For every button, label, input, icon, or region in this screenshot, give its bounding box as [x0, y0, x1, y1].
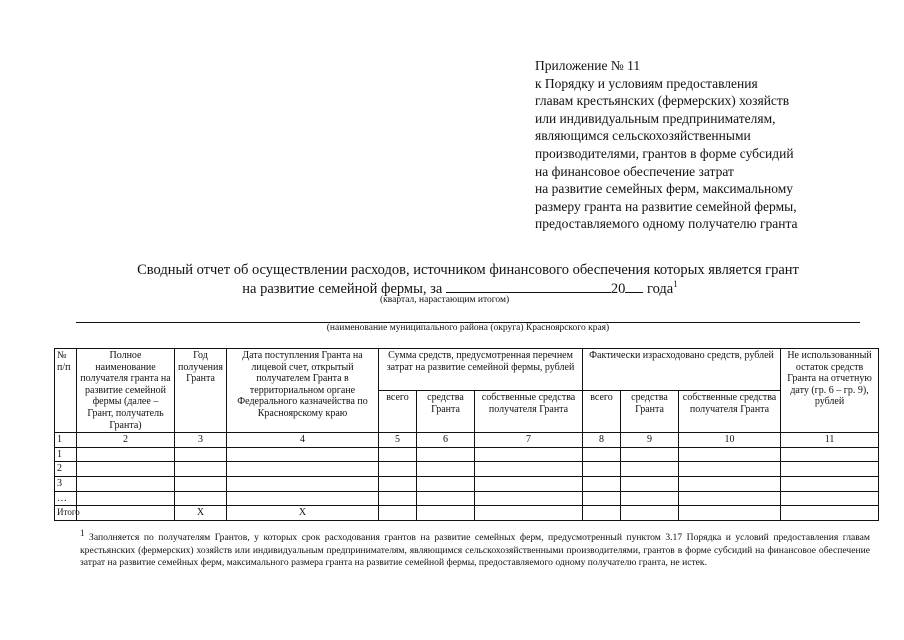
col-number: 9 — [621, 433, 679, 448]
table-cell[interactable] — [781, 447, 879, 462]
subheader-total: всего — [379, 391, 417, 433]
footnote-mark: 1 — [673, 279, 678, 290]
table-cell[interactable] — [379, 506, 417, 521]
period-hint: (квартал, нарастающим итогом) — [380, 295, 510, 305]
appendix-line: производителями, грантов в форме субсидий — [535, 145, 794, 161]
table-cell[interactable] — [679, 506, 781, 521]
header-actual: Фактически израсходовано средств, рублей — [583, 349, 781, 391]
table-cell[interactable] — [621, 447, 679, 462]
appendix-line: главам крестьянских (фермерских) хозяйств — [535, 93, 790, 109]
table-cell[interactable] — [77, 447, 175, 462]
appendix-line: являющимся сельскохозяйственными — [535, 128, 751, 144]
table-cell[interactable] — [417, 462, 475, 477]
col-number: 3 — [175, 433, 227, 448]
subheader-total: всего — [583, 391, 621, 433]
table-cell[interactable] — [77, 462, 175, 477]
table-cell[interactable] — [679, 476, 781, 491]
x-mark: X — [175, 506, 227, 521]
table-cell[interactable] — [679, 462, 781, 477]
table-cell[interactable] — [77, 506, 175, 521]
table-cell[interactable] — [175, 476, 227, 491]
table-cell[interactable] — [475, 462, 583, 477]
table-cell[interactable] — [77, 491, 175, 506]
district-hint: (наименование муниципального района (округа) Красноярского края) — [326, 323, 610, 333]
x-mark: X — [227, 506, 379, 521]
period-blank[interactable] — [446, 279, 611, 293]
total-row — [55, 506, 879, 521]
col-number: 11 — [781, 433, 879, 448]
year-blank[interactable] — [625, 279, 643, 293]
title-prefix: на развитие семейной фермы, за — [242, 281, 443, 297]
header-year: Год получения Гранта — [175, 349, 227, 433]
table-cell[interactable] — [621, 476, 679, 491]
table-row — [55, 476, 879, 491]
column-number-row — [55, 433, 879, 448]
header-row — [55, 349, 879, 391]
table-cell[interactable] — [77, 476, 175, 491]
row-label: … — [55, 491, 77, 506]
title-year: 20 — [610, 281, 626, 297]
col-number: 7 — [475, 433, 583, 448]
total-label: Итого — [55, 506, 77, 521]
table-cell[interactable] — [583, 506, 621, 521]
table-cell[interactable] — [175, 462, 227, 477]
report-table — [54, 348, 879, 521]
footnote-text: Заполняется по получателям Грантов, у которых срок расходования грантов на развитие семейных ферм, предусмотренный пунктом 3.17 Порядка и условий предоставления главам крестьянских (фермерских) хозяйств или индивидуальным предпринимателям, являющимся сельскохозяйственными производителями, грантов в форме субсидий на финансовое обеспечение затрат на развитие семейных ферм, максимального размера гранта на развитие семейной фермы, предоставляемого одному получателю гранта, не истек. — [80, 532, 870, 568]
table-cell[interactable] — [379, 491, 417, 506]
footnote — [80, 527, 870, 569]
appendix-line: к Порядку и условиям предоставления — [535, 75, 758, 91]
subheader-grant: средства Гранта — [417, 391, 475, 433]
appendix-line: на развитие семейных ферм, максимальному — [535, 181, 794, 197]
table-cell[interactable] — [583, 447, 621, 462]
table-cell[interactable] — [175, 491, 227, 506]
appendix-line: на финансовое обеспечение затрат — [535, 163, 734, 179]
col-number: 2 — [77, 433, 175, 448]
footnote-mark: 1 — [80, 528, 85, 538]
report-title-line1: Сводный отчет об осуществлении расходов, источником финансового обеспечения которых является грант — [137, 262, 799, 278]
table-cell[interactable] — [781, 491, 879, 506]
table-cell[interactable] — [417, 491, 475, 506]
subheader-grant: средства Гранта — [621, 391, 679, 433]
table-cell[interactable] — [781, 462, 879, 477]
table-cell[interactable] — [621, 506, 679, 521]
row-label: 1 — [55, 447, 77, 462]
appendix-line: Приложение № 11 — [535, 58, 641, 73]
header-date: Дата поступления Гранта на лицевой счет, открытый получателем Гранта в территориальном органе Федерального казначейства по Красноярскому краю — [227, 349, 379, 433]
appendix-block — [535, 57, 895, 233]
table-cell[interactable] — [227, 491, 379, 506]
row-label: 3 — [55, 476, 77, 491]
appendix-line: размеру гранта на развитие семейной фермы, — [535, 198, 797, 214]
table-cell[interactable] — [583, 476, 621, 491]
table-cell[interactable] — [417, 476, 475, 491]
table-cell[interactable] — [583, 491, 621, 506]
table-cell[interactable] — [679, 491, 781, 506]
col-number: 8 — [583, 433, 621, 448]
header-unused: Не использованный остаток средств Гранта на отчетную дату (гр. 6 – гр. 9), рублей — [781, 349, 879, 433]
col-number: 1 — [55, 433, 77, 448]
table-row — [55, 491, 879, 506]
appendix-line: предоставляемого одному получателю гранта — [535, 216, 798, 232]
table-cell[interactable] — [781, 506, 879, 521]
subheader-own: собственные средства получателя Гранта — [475, 391, 583, 433]
appendix-line: или индивидуальным предпринимателям, — [535, 110, 776, 126]
table-cell[interactable] — [475, 447, 583, 462]
header-num: № п/п — [55, 349, 77, 433]
table-cell[interactable] — [475, 506, 583, 521]
table-cell[interactable] — [417, 447, 475, 462]
table-cell[interactable] — [475, 476, 583, 491]
table-cell[interactable] — [379, 447, 417, 462]
title-suffix: года — [647, 281, 674, 297]
table-row — [55, 447, 879, 462]
table-cell[interactable] — [379, 462, 417, 477]
table-cell[interactable] — [781, 476, 879, 491]
header-planned: Сумма средств, предусмотренная перечнем затрат на развитие семейной фермы, рублей — [379, 349, 583, 391]
header-name: Полное наименование получателя гранта на развитие семейной фермы (далее – Грант, получатель Гранта) — [77, 349, 175, 433]
table-cell[interactable] — [175, 447, 227, 462]
table-cell[interactable] — [621, 462, 679, 477]
table-cell[interactable] — [475, 491, 583, 506]
table-cell[interactable] — [417, 506, 475, 521]
col-number: 10 — [679, 433, 781, 448]
table-cell[interactable] — [621, 491, 679, 506]
table-cell[interactable] — [227, 462, 379, 477]
subheader-own: собственные средства получателя Гранта — [679, 391, 781, 433]
table-cell[interactable] — [679, 447, 781, 462]
table-cell[interactable] — [583, 462, 621, 477]
table-row — [55, 462, 879, 477]
table-cell[interactable] — [379, 476, 417, 491]
table-cell[interactable] — [227, 476, 379, 491]
table-cell[interactable] — [227, 447, 379, 462]
col-number: 6 — [417, 433, 475, 448]
col-number: 5 — [379, 433, 417, 448]
col-number: 4 — [227, 433, 379, 448]
row-label: 2 — [55, 462, 77, 477]
